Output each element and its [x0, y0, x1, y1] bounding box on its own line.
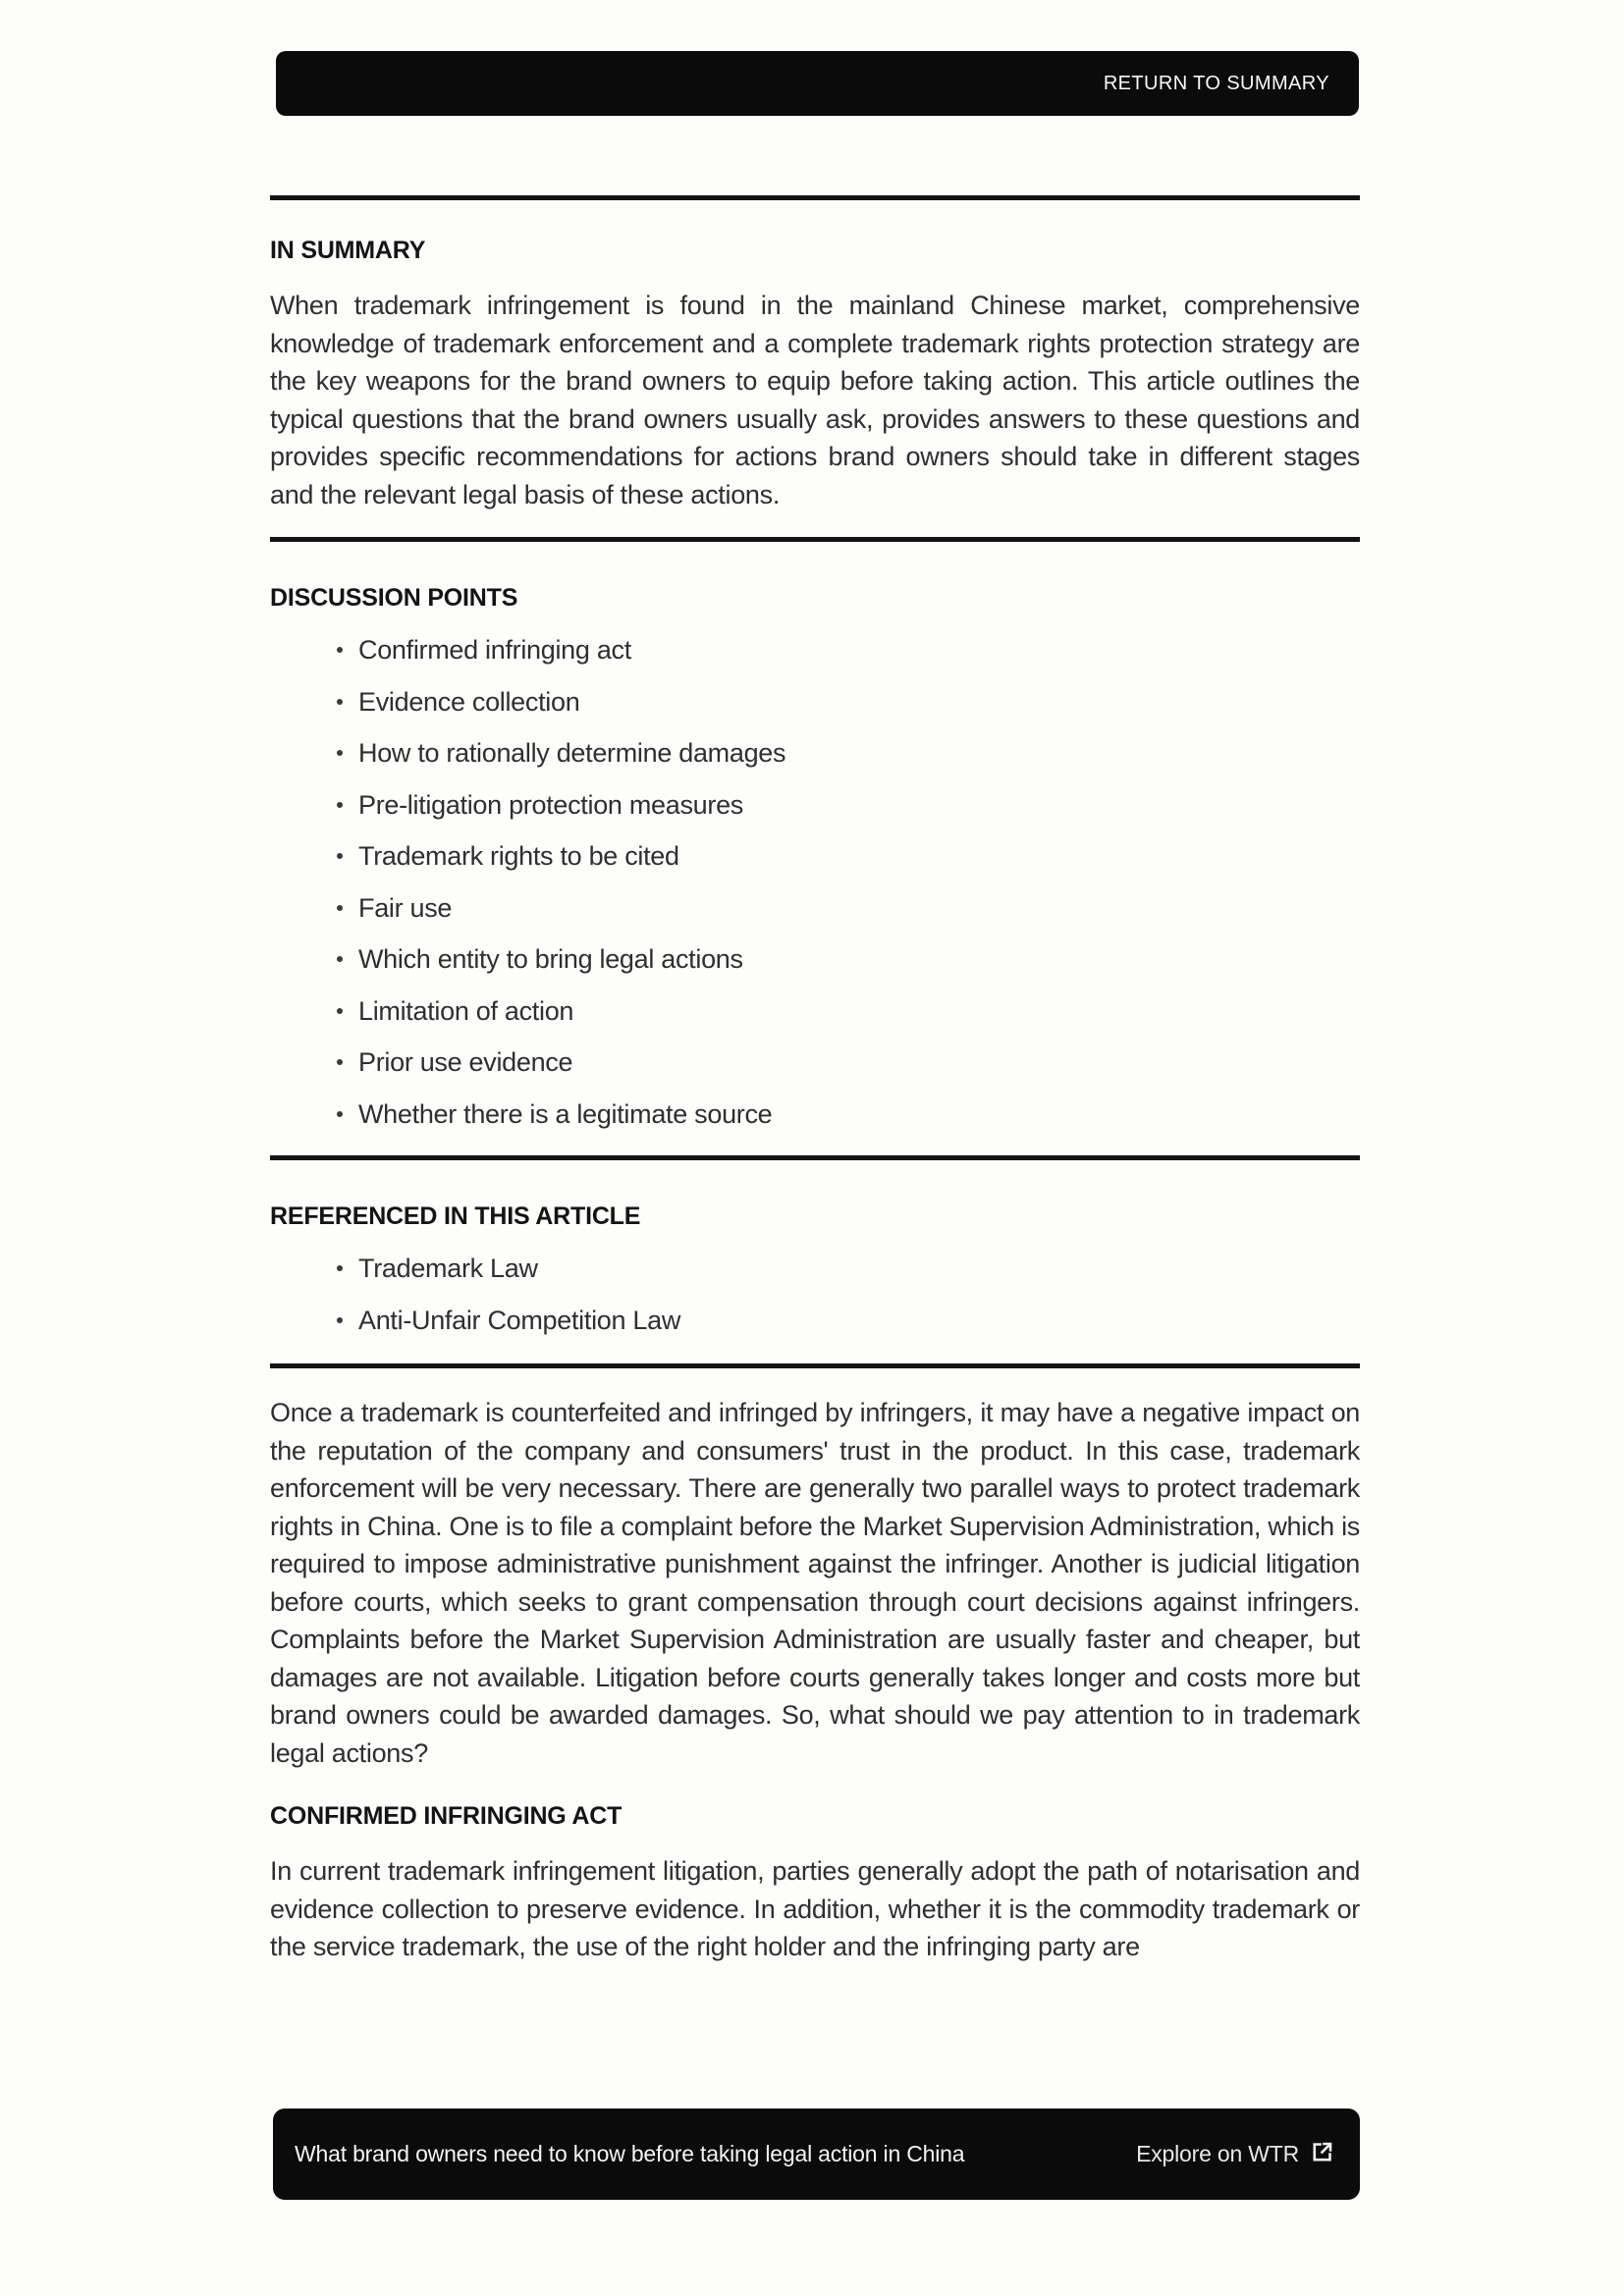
section-divider: [270, 1363, 1360, 1368]
list-item-label: How to rationally determine damages: [358, 738, 786, 768]
bullet-icon: [337, 802, 343, 808]
section-divider: [270, 1155, 1360, 1160]
bullet-icon: [337, 699, 343, 705]
list-item-label: Trademark Law: [358, 1254, 538, 1283]
list-item: [270, 676, 1360, 728]
list-item-label: Which entity to bring legal actions: [358, 944, 743, 974]
bullet-icon: [337, 1008, 343, 1014]
bullet-icon: [337, 647, 343, 653]
bullet-icon: [337, 853, 343, 859]
list-item-label: Evidence collection: [358, 686, 580, 717]
list-item: [270, 1295, 1360, 1347]
list-item-label: Confirmed infringing act: [358, 635, 631, 665]
list-item-label: Limitation of action: [358, 995, 574, 1026]
list-item: [270, 727, 1360, 779]
bullet-icon: [337, 1059, 343, 1065]
list-item-label: Pre-litigation protection measures: [358, 789, 743, 820]
bullet-icon: [337, 1317, 343, 1323]
article-paragraph-1: Once a trademark is counterfeited and infringed by infringers, it may have a negative impact on the reputation of the company and consumers' trust in the product. In this case, trademark enforcement will be very necessary. There are generally two parallel ways to protect trademark rights in China. One is to file a complaint before the Market Supervision Administration, which is required to impose administrative punishment against the infringer. Another is judicial litigation before courts, which seeks to grant compensation through court decisions against infringers. Complaints before the Market Supervision Administration are usually faster and cheaper, but damages are not available. Litigation before courts generally takes longer and costs more but brand owners could be awarded damages. So, what should we pay attention to in trademark legal actions?: [270, 1398, 1360, 1768]
list-item-label: Anti-Unfair Competition Law: [358, 1305, 681, 1335]
article-paragraph-2: In current trademark infringement litigation, parties generally adopt the path of notarisation and evidence collection to preserve evidence. In addition, whether it is the commodity trademark or the service trademark, the use of the right holder and the infringing party are: [270, 1856, 1360, 1961]
list-item: [270, 1243, 1360, 1295]
list-item: [270, 1089, 1360, 1141]
section-divider: [270, 537, 1360, 542]
external-link-icon: [1311, 2140, 1334, 2169]
list-item-label: Fair use: [358, 892, 453, 923]
bullet-icon: [337, 1111, 343, 1117]
list-item: [270, 779, 1360, 831]
section-divider: [270, 195, 1360, 200]
referenced-heading: REFERENCED IN THIS ARTICLE: [270, 1202, 641, 1230]
list-item: [270, 624, 1360, 676]
confirmed-infringing-act-heading: CONFIRMED INFRINGING ACT: [270, 1802, 623, 1830]
in-summary-heading: IN SUMMARY: [270, 237, 426, 264]
bullet-icon: [337, 750, 343, 756]
list-item-label: Whether there is a legitimate source: [358, 1098, 773, 1129]
discussion-points-list: [270, 624, 1360, 1140]
footer-article-title: What brand owners need to know before taking legal action in China: [295, 2141, 965, 2166]
list-item-label: Prior use evidence: [358, 1047, 573, 1077]
list-item: [270, 830, 1360, 882]
explore-on-wtr-label: Explore on WTR: [1136, 2141, 1299, 2166]
bullet-icon: [337, 905, 343, 911]
list-item: [270, 882, 1360, 934]
in-summary-paragraph: When trademark infringement is found in the mainland Chinese market, comprehensive knowledge of trademark enforcement and a complete trademark rights protection strategy are the key weapons for the brand owners to equip before taking action. This article outlines the typical questions that the brand owners usually ask, provides answers to these questions and provides specific recommendations for actions brand owners should take in different stages and the relevant legal basis of these actions.: [270, 291, 1360, 509]
list-item: [270, 1037, 1360, 1089]
list-item-label: Trademark rights to be cited: [358, 841, 679, 871]
bullet-icon: [337, 956, 343, 962]
bullet-icon: [337, 1265, 343, 1271]
discussion-points-heading: DISCUSSION POINTS: [270, 584, 518, 612]
return-to-summary-label: RETURN TO SUMMARY: [1103, 72, 1329, 94]
referenced-list: [270, 1243, 1360, 1346]
footer-bar: [273, 2109, 1360, 2200]
explore-on-wtr-link[interactable]: [1136, 2140, 1334, 2169]
article-content: [270, 0, 1360, 1966]
list-item: [270, 934, 1360, 986]
list-item: [270, 986, 1360, 1038]
